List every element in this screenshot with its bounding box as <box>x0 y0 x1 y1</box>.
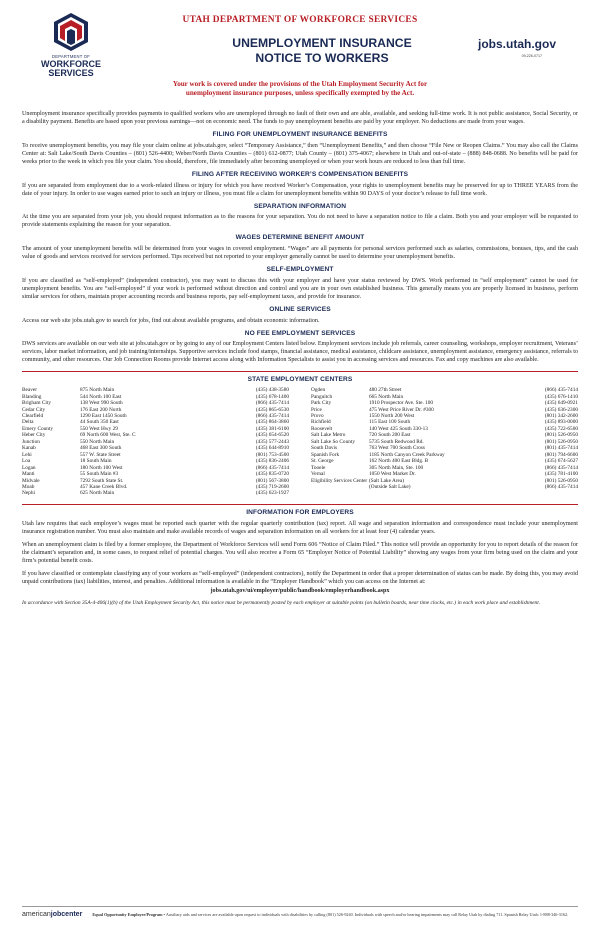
center-address: 875 North Main <box>80 387 115 394</box>
center-city: Richfield <box>311 419 331 426</box>
center-address: 55 South Main #3 <box>80 471 119 478</box>
center-city: South Davis <box>311 445 338 452</box>
center-city: Cedar City <box>22 406 46 413</box>
center-address: 480 27th Street <box>369 387 402 394</box>
center-city: Park City <box>311 400 332 407</box>
center-phone: (435) 835-0720 <box>255 471 289 478</box>
center-address: 162 North 400 East Bldg. B <box>369 458 429 465</box>
section-wages <box>22 234 578 261</box>
opening-paragraph: Unemployment insurance specifically provides payments to qualified workers who are unemployed through no fault of their own and are able, available, and seeking full-time work. It is not public assistance, Social Security, or a disability payment. Benefits are based upon your previous earnings—not on economic need. The funds to pay unemployment benefits are paid by your employer. No deductions are made from your wages. <box>22 111 578 126</box>
center-phone: (435) 781-4100 <box>544 471 578 478</box>
center-phone: (866) 435-7414 <box>255 413 289 419</box>
center-phone: (866) 435-7414 <box>255 464 289 471</box>
eoe-title: Equal Opportunity Employer/Program <box>92 911 163 917</box>
coverage-statement <box>92 80 508 98</box>
section-text: At the time you are separated from your job, you should request information as to the reasons for your separation. You do not need to have a separation notice to file a claim. Both you and your employer will be requested to provide statements explaining the reason for your separation. <box>22 214 578 229</box>
center-city: Clearfield <box>22 413 44 419</box>
center-phone: (435) 381-6100 <box>255 425 289 432</box>
section-online-services <box>22 306 578 325</box>
center-phone: (435) 864-3860 <box>255 419 289 426</box>
section-self-employment <box>22 266 578 301</box>
center-phone: (435) 649-0921 <box>544 400 578 407</box>
center-city: Brigham City <box>22 400 51 407</box>
center-city: Price <box>311 406 322 413</box>
department-name: UTAH DEPARTMENT OF WORKFORCE SERVICES <box>182 15 418 25</box>
center-address: 140 West 425 South 330-13 <box>369 425 428 432</box>
center-phone: (435) 644-8910 <box>255 445 289 452</box>
centers-column-right <box>311 387 578 497</box>
center-phone: (801) 794-6600 <box>544 451 578 458</box>
form-number: 09-226-0717 <box>521 54 542 58</box>
center-city: Lehi <box>22 451 32 458</box>
center-phone: (435) 678-1400 <box>255 393 289 400</box>
center-phone: (435) 636-2300 <box>544 406 578 413</box>
center-address: 468 East 300 South <box>80 445 122 452</box>
section-heading: SELF-EMPLOYMENT <box>266 266 334 274</box>
section-heading: NO FEE EMPLOYMENT SERVICES <box>244 329 356 337</box>
section-text: The amount of your unemployment benefits will be determined from your wages in covered employment. “Wages” are all payments for personal services performed such as salaries, commissions, bonuses, tips, and the cash value of goods and services received for services performed. Tips received but not reported to your employer generally cannot be used to determine your unemployment benefits. <box>22 246 578 261</box>
center-address: 550 West Hwy 29 <box>80 425 118 432</box>
center-address: 18 South Main <box>80 458 112 465</box>
american-job-center-logo <box>22 910 82 919</box>
center-address: (Salt Lake Area) <box>369 477 405 484</box>
title-line-2: NOTICE TO WORKERS <box>255 50 389 65</box>
section-text: DWS services are available on our web site at jobs.utah.gov or by going to any of our Employment Centers listed below. Employment services include job referrals, career counseling, workshops, employer recruitment, Veterans’ services, labor market information, and job training/internships. Supportive services include food stamps, financial assistance, medical assistance, childcare assistance, unemployment assistance, emergency assistance, referrals to community, and other resources. Our Job Connection Rooms provide Internet access along with Information Specialists to assist you in accessing services and resources. Fax and copy machines are also available. <box>22 341 578 364</box>
website-url[interactable]: jobs.utah.gov <box>478 37 556 51</box>
section-filing <box>22 131 578 166</box>
center-address: 475 West Price River Dr. #300 <box>369 406 434 413</box>
center-address: 544 North 100 East <box>80 393 122 400</box>
center-phone: (801) 342-2600 <box>544 413 578 419</box>
center-city: St. George <box>311 458 334 465</box>
center-city: Midvale <box>22 477 40 484</box>
center-phone: (435) 438-3580 <box>255 387 289 394</box>
center-phone: (801) 526-0950 <box>544 438 578 445</box>
center-city: Ogden <box>311 387 326 394</box>
center-phone: (435) 676-1410 <box>544 393 578 400</box>
section-text: If you are classified as “self-employed” (independent contractor), you may want to discuss this with your employer and have your status reviewed by DWS. Work performed in “self employment” cannot be used for unemployment benefits. You are “self-employed” if your work is performed without direction and control and you are in your own established business. This generally means you are properly licensed in business, perform similar services for others, maintain proper accounting records and business reports, pay self-employment taxes, and provide for insurance. <box>22 277 578 300</box>
center-phone: (866) 435-7414 <box>544 464 578 471</box>
center-address: 557 W. State Street <box>80 451 121 458</box>
center-phone: (435) 623-1927 <box>255 490 289 497</box>
logo-workforce: WORKFORCE <box>41 58 101 69</box>
center-city: Nephi <box>22 490 35 497</box>
divider <box>22 504 578 505</box>
center-phone: (866) 435-7414 <box>544 483 578 490</box>
center-address: 457 Kane Creek Blvd. <box>80 483 128 490</box>
center-city: Logan <box>22 464 36 471</box>
center-city: Blanding <box>22 393 42 400</box>
section-heading: ONLINE SERVICES <box>269 305 331 313</box>
header <box>22 10 578 106</box>
section-workers-comp <box>22 171 578 198</box>
center-phone: (435) 654-6520 <box>255 432 289 439</box>
section-text: If you are separated from employment due to a work-related illness or injury for which you have received Worker’s Compensation, your rights to unemployment benefits may be preserved for up to THREE YEARS from the date of your injury. In order to use wages earned prior to such an injury or illness, you must file a claim for unemployment benefits within 90 DAYS of your doctor’s release to full time work. <box>22 182 578 197</box>
center-city: Junction <box>22 438 40 445</box>
logo-department-of: DEPARTMENT OF <box>52 54 90 59</box>
center-city: Spanish Fork <box>311 451 340 458</box>
center-city: Vernal <box>311 471 325 478</box>
center-address: 1050 West Market Dr. <box>369 471 416 478</box>
center-address: 763 West 700 South Cross <box>369 445 425 452</box>
center-city: Kanab <box>22 445 36 452</box>
center-address: 5735 South Redwood Rd. <box>369 438 424 445</box>
center-address: (Outside Salt Lake) <box>369 483 411 490</box>
center-address: 180 North 100 West <box>80 464 123 471</box>
section-text: To receive unemployment benefits, you may file your claim online at jobs.utah.gov, select “Temporary Assistance,” then “Unemployment Benefits,” and then choose “File New or Reopen Claims.” You may also call the Claims Center at: Salt Lake/South Davis Counties – (801) 526-4400; Weber/North Davis Counties – (801) 612-0877; Utah County – (801) 375-4067; elsewhere in Utah and out-of-state – (888) 848-0688. No benefits will be paid for weeks prior to the week in which you file your claim. You should, therefore, file immediately after becoming unemployed or when your work hours are reduced to less than full time. <box>22 142 578 165</box>
center-city: Salt Lake Metro <box>311 432 346 439</box>
center-address: 69 North 600 West, Ste. C <box>80 432 136 439</box>
center-phone: (435) 719-2600 <box>255 483 289 490</box>
center-address: 138 West 990 South <box>80 400 123 407</box>
center-city: Heber City <box>22 432 46 439</box>
eoe-text: • Auxiliary aids and services are available upon request to individuals with disabilities by calling (801) 526-9240. Individuals with speech and/or hearing impairments may call Relay Utah by dialing 711. Spanish Relay Utah: 1-888-346-3162. <box>163 911 569 917</box>
center-city: Delta <box>22 419 34 426</box>
center-address: 550 North Main <box>80 438 115 445</box>
ajc-prefix: american <box>22 911 51 918</box>
center-address: 1185 North Canyon Creek Parkway <box>369 451 445 458</box>
center-city: Emery County <box>22 425 54 432</box>
center-row <box>22 490 289 496</box>
employers-paragraph-1: Utah law requires that each employee’s wages must be reported each quarter with the regular quarterly contribution (tax) report. All wage and separation information and correspondence must include your unemployment insurance registration number. You must also maintain and make available records of wages and separation information on all workers for at least four (4) calendar years. <box>22 520 578 535</box>
center-city: Manti <box>22 471 35 478</box>
center-address: 720 South 200 East <box>369 432 411 439</box>
employer-information <box>22 509 578 607</box>
center-city: Moab <box>22 483 35 490</box>
center-address: 1290 East 1450 South <box>80 413 127 419</box>
center-phone: (866) 435-7414 <box>255 400 289 407</box>
section-heading: FILING AFTER RECEIVING WORKER’S COMPENSATION BENEFITS <box>191 170 409 178</box>
centers-table <box>22 387 578 497</box>
section-text: Access our web site jobs.utah.gov to search for jobs, find out about available programs, and obtain economic information. <box>22 317 320 324</box>
section-heading: WAGES DETERMINE BENEFIT AMOUNT <box>235 234 365 242</box>
center-phone: (801) 526-0950 <box>544 477 578 484</box>
divider <box>22 371 578 372</box>
center-phone: (435) 893-0000 <box>544 419 578 426</box>
center-phone: (435) 836-2406 <box>255 458 289 465</box>
center-phone: (801) 567-3800 <box>255 477 289 484</box>
center-phone: (435) 722-6500 <box>544 425 578 432</box>
center-address: 1910 Prospector Ave. Ste. 100 <box>369 400 434 407</box>
coverage-line-1: Your work is covered under the provisions of the Utah Employment Security Act for <box>172 80 428 88</box>
notice-title <box>162 36 482 65</box>
center-city: Loa <box>22 458 31 465</box>
center-address: 115 East 100 South <box>369 419 411 426</box>
employment-centers <box>22 376 578 496</box>
center-city: Beaver <box>22 387 37 394</box>
center-phone: (801) 753-4500 <box>255 451 289 458</box>
logo-services: SERVICES <box>48 67 94 78</box>
center-city <box>311 484 369 490</box>
center-address: 665 North Main <box>369 393 404 400</box>
ajc-suffix: jobcenter <box>50 911 83 918</box>
center-city: Provo <box>311 413 324 419</box>
center-phone: (435) 577-2443 <box>255 438 289 445</box>
center-phone: (801) 526-0950 <box>544 432 578 439</box>
handbook-link[interactable]: jobs.utah.gov/ui/employer/public/handbook/employerhandbook.aspx <box>210 587 390 594</box>
section-separation <box>22 203 578 230</box>
center-address: 625 North Main <box>80 490 115 497</box>
equal-opportunity-statement <box>92 912 568 917</box>
center-city: Roosevelt <box>311 425 333 432</box>
section-heading: SEPARATION INFORMATION <box>253 202 347 210</box>
center-address: 44 South 350 East <box>80 419 119 426</box>
center-address: 305 North Main, Ste. 100 <box>369 464 424 471</box>
center-address: 7292 South State St. <box>80 477 124 484</box>
employers-paragraph-3: If you have classified or contemplate classifying any of your workers as “self-employed” (independent contractors), notify the Department in order that a proper determination of status can be made. By doing this, you may avoid unpaid contributions (tax) liabilities, interest, and penalties. Additional information is available in the “Employer Handbook” which you can access on the Internet at: <box>22 570 578 585</box>
employers-heading: INFORMATION FOR EMPLOYERS <box>246 508 354 516</box>
coverage-line-2: unemployment insurance purposes, unless specifically exempted by the Act. <box>185 89 415 98</box>
centers-heading: STATE EMPLOYMENT CENTERS <box>247 376 353 384</box>
center-row <box>311 484 578 490</box>
center-phone: (866) 435-7414 <box>544 387 578 394</box>
section-no-fee-services <box>22 330 578 365</box>
centers-column-left <box>22 387 289 497</box>
center-city: Tooele <box>311 464 326 471</box>
center-city: Salt Lake So County <box>311 438 355 445</box>
posting-requirement: In accordance with Section 35A-4-406(1)(b) of the Utah Employment Security Act, this notice must be permanently posted by each employer at suitable points (on bulletin boards, near time clocks, etc.) in each work place and establishment. <box>22 599 541 606</box>
center-address: 176 East 200 North <box>80 406 122 413</box>
center-phone: (435) 674-5627 <box>544 458 578 465</box>
employers-paragraph-2: When an unemployment claim is filed by a former employee, the Department of Workforce Services will send Form 606 “Notice of Claim Filed.” This notice will provide an opportunity for you to report details of the reason for the claimant’s separation and, in some cases, to request relief of potential charges. You will also receive a Form 65 “Employer Notice of Potential Liability” showing any wages from your firm being used on the claim and your firm’s potential benefit costs. <box>22 541 578 564</box>
center-city: Eligibility Services Center <box>311 477 368 484</box>
section-heading: FILING FOR UNEMPLOYMENT INSURANCE BENEFITS <box>212 131 388 139</box>
center-phone: (801) 435-7414 <box>544 445 578 452</box>
center-phone: (435) 865-6530 <box>255 406 289 413</box>
title-line-1: UNEMPLOYMENT INSURANCE <box>232 36 412 50</box>
footer <box>22 906 578 919</box>
center-address: 1550 North 200 West <box>369 413 415 419</box>
center-city: Panguitch <box>311 393 333 400</box>
